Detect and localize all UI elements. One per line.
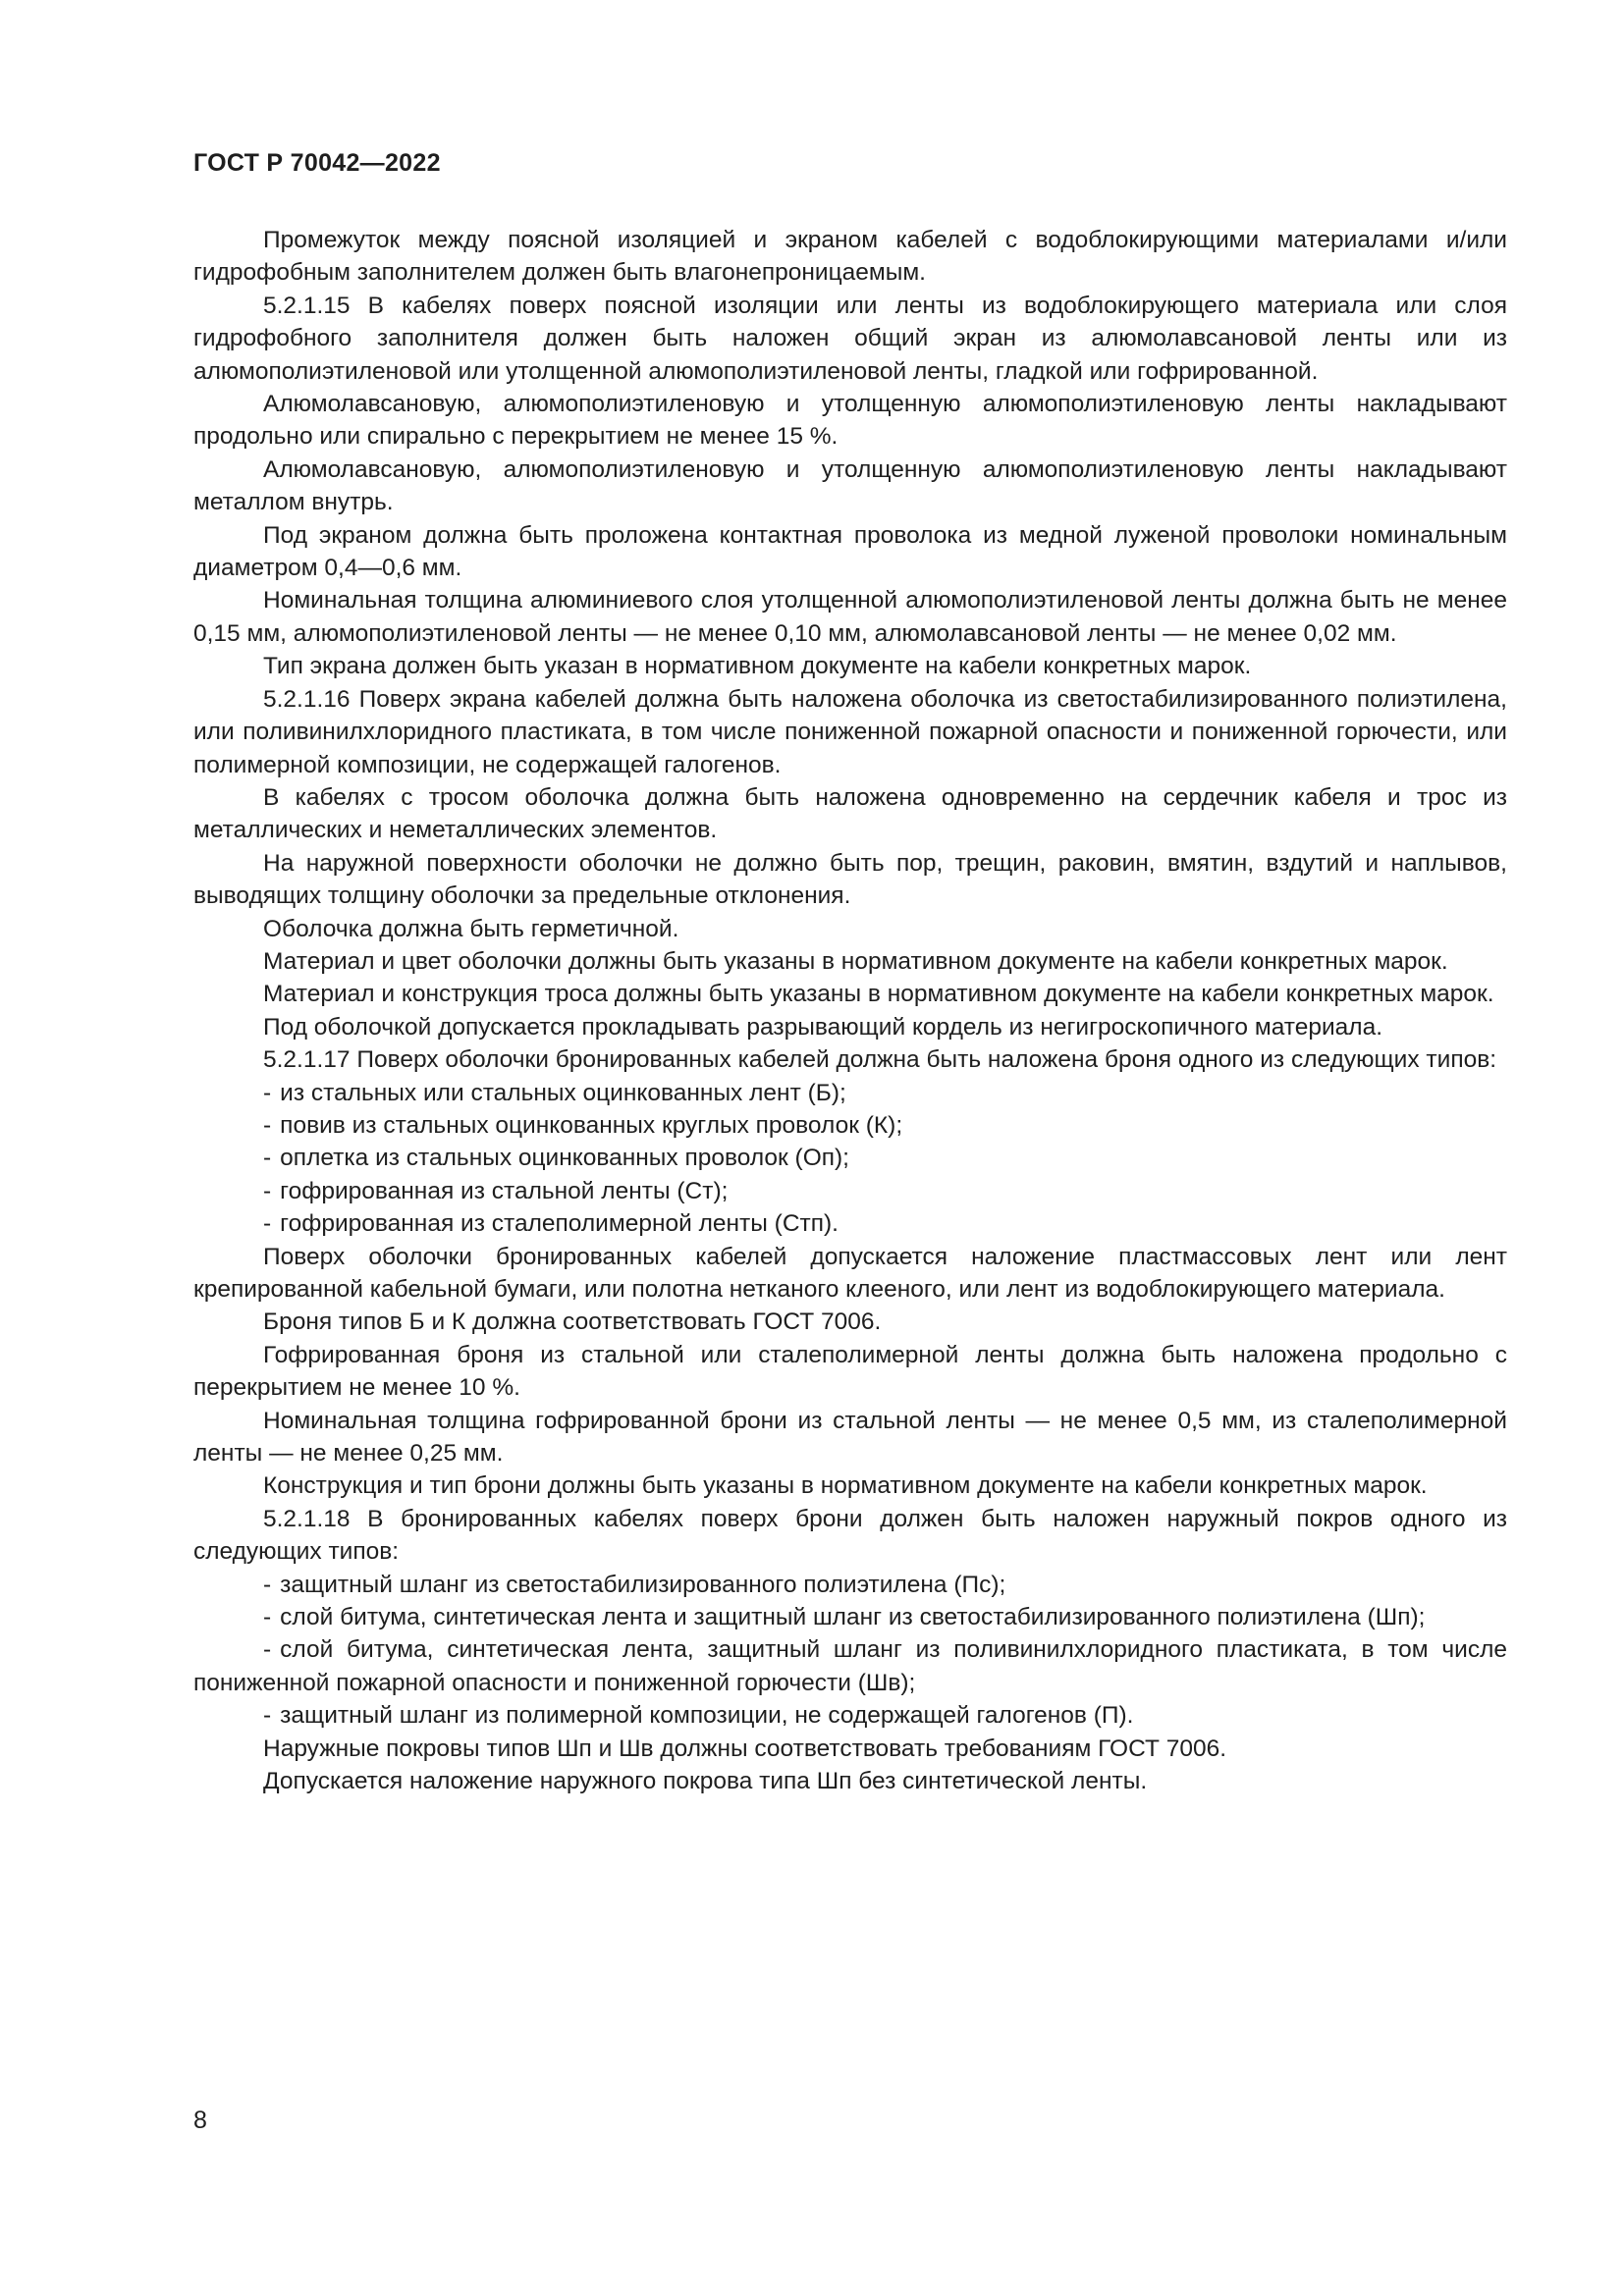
list-dash: - <box>263 1636 272 1664</box>
list-item-text: из стальных или стальных оцинкованных лент (Б); <box>280 1079 846 1106</box>
paragraph: Номинальная толщина алюминиевого слоя утолщенной алюмополиэтиленовой ленты должна быть не менее 0,15 мм, алюмополиэтиленовой ленты — не менее 0,10 мм, алюмолавсановой ленты — не менее 0,02 мм. <box>193 587 1507 647</box>
list-dash: - <box>263 1079 272 1106</box>
paragraph: 5.2.1.17 Поверх оболочки бронированных кабелей должна быть наложена броня одного из следующих типов: <box>263 1046 1497 1074</box>
list-item <box>193 1142 1507 1174</box>
document-body <box>193 224 1507 1798</box>
list-dash: - <box>263 1210 272 1238</box>
paragraph: Поверх оболочки бронированных кабелей допускается наложение пластмассовых лент или лент крепированной кабельной бумаги, или полотна нетканого клееного, или лент из водоблокирующего материала. <box>193 1243 1507 1303</box>
paragraph: Алюмолавсановую, алюмополиэтиленовую и утолщенную алюмополиэтиленовую ленты накладывают продольно или спирально с перекрытием не менее 15 %. <box>193 391 1507 451</box>
list-item <box>193 1109 1507 1142</box>
list-item-text: гофрированная из стальной ленты (Ст); <box>280 1177 729 1204</box>
list-item-text: защитный шланг из полимерной композиции, не содержащей галогенов (П). <box>280 1702 1134 1730</box>
list-item-text: слой битума, синтетическая лента, защитный шланг из поливинилхлоридного пластиката, в том числе пониженной пожарной опасности и пониженной горючести (Шв); <box>193 1636 1507 1696</box>
list-dash: - <box>263 1145 272 1172</box>
paragraph: Допускается наложение наружного покрова типа Шп без синтетической ленты. <box>263 1768 1148 1795</box>
list-item-text: слой битума, синтетическая лента и защитный шланг из светостабилизированного полиэтилена (Шп); <box>280 1604 1426 1631</box>
paragraph: 5.2.1.15 В кабелях поверх поясной изоляции или ленты из водоблокирующего материала или слоя гидрофобного заполнителя должен быть наложен общий экран из алюмолавсановой ленты или из алюмополиэтиленовой или утолщенной алюмополиэтиленовой ленты, гладкой или гофрированной. <box>193 292 1507 385</box>
paragraph: Броня типов Б и К должна соответствовать ГОСТ 7006. <box>263 1308 882 1336</box>
page-number: 8 <box>193 2107 207 2134</box>
list-item-text: повив из стальных оцинкованных круглых проволок (К); <box>280 1111 903 1139</box>
paragraph: Материал и цвет оболочки должны быть указаны в нормативном документе на кабели конкретных марок. <box>263 947 1448 975</box>
paragraph: В кабелях с тросом оболочка должна быть наложена одновременно на сердечник кабеля и трос из металлических и неметаллических элементов. <box>193 783 1507 844</box>
list-item <box>193 1207 1507 1240</box>
paragraph: Наружные покровы типов Шп и Шв должны соответствовать требованиям ГОСТ 7006. <box>263 1735 1227 1762</box>
list-dash: - <box>263 1177 272 1204</box>
list-dash: - <box>263 1604 272 1631</box>
document-header: ГОСТ Р 70042—2022 <box>193 149 441 177</box>
list-dash: - <box>263 1111 272 1139</box>
paragraph: На наружной поверхности оболочки не должно быть пор, трещин, раковин, вмятин, вздутий и наплывов, выводящих толщину оболочки за предельные отклонения. <box>193 849 1507 910</box>
list-item-text: гофрированная из сталеполимерной ленты (Стп). <box>280 1210 839 1238</box>
list-dash: - <box>263 1702 272 1730</box>
list-item <box>193 1175 1507 1207</box>
list-item <box>193 1569 1507 1601</box>
paragraph: Конструкция и тип брони должны быть указаны в нормативном документе на кабели конкретных марок. <box>263 1472 1428 1500</box>
paragraph: Материал и конструкция троса должны быть указаны в нормативном документе на кабели конкретных марок. <box>263 981 1494 1008</box>
paragraph: 5.2.1.16 Поверх экрана кабелей должна быть наложена оболочка из светостабилизированного полиэтилена, или поливинилхлоридного пластиката, в том числе пониженной пожарной опасности и пониженной горючести, или полимерной композиции, не содержащей галогенов. <box>193 685 1507 778</box>
paragraph: Под экраном должна быть проложена контактная проволока из медной луженой проволоки номинальным диаметром 0,4—0,6 мм. <box>193 521 1507 582</box>
paragraph: Оболочка должна быть герметичной. <box>263 915 679 942</box>
list-item <box>193 1601 1507 1633</box>
paragraph: Гофрированная броня из стальной или сталеполимерной ленты должна быть наложена продольно с перекрытием не менее 10 %. <box>193 1341 1507 1402</box>
list-dash: - <box>263 1571 272 1598</box>
list-item <box>193 1077 1507 1109</box>
list-item-text: защитный шланг из светостабилизированного полиэтилена (Пс); <box>280 1571 1006 1598</box>
paragraph: Промежуток между поясной изоляцией и экраном кабелей с водоблокирующими материалами и/или гидрофобным заполнителем должен быть влагонепроницаемым. <box>193 227 1507 287</box>
paragraph: Номинальная толщина гофрированной брони из стальной ленты — не менее 0,5 мм, из сталеполимерной ленты — не менее 0,25 мм. <box>193 1407 1507 1468</box>
list-item <box>193 1633 1507 1699</box>
paragraph: 5.2.1.18 В бронированных кабелях поверх брони должен быть наложен наружный покров одного из следующих типов: <box>193 1505 1507 1566</box>
paragraph: Тип экрана должен быть указан в нормативном документе на кабели конкретных марок. <box>263 653 1252 680</box>
paragraph: Алюмолавсановую, алюмополиэтиленовую и утолщенную алюмополиэтиленовую ленты накладывают металлом внутрь. <box>193 455 1507 516</box>
paragraph: Под оболочкой допускается прокладывать разрывающий кордель из негигроскопичного материала. <box>263 1013 1383 1041</box>
list-item <box>193 1699 1507 1732</box>
list-item-text: оплетка из стальных оцинкованных проволок (Оп); <box>280 1145 849 1172</box>
